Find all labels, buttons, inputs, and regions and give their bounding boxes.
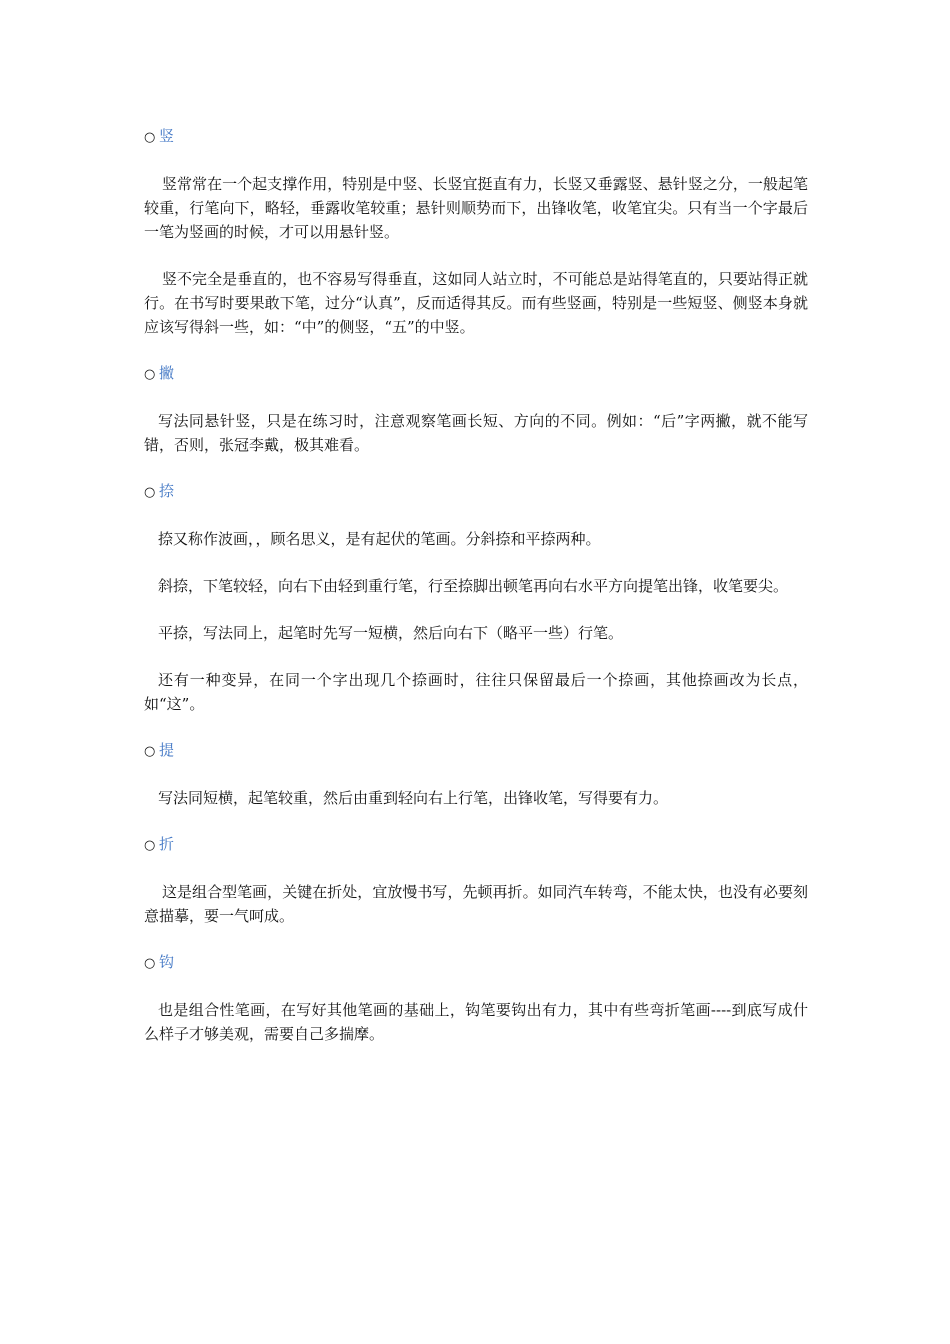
paragraph: 竖常常在一个起支撑作用，特别是中竖、长竖宜挺直有力，长竖又垂露竖、悬针竖之分，一般起笔较重，行笔向下，略轻，垂露收笔较重；悬针则顺势而下，出锋收笔，收笔宜尖。只有当一个字最后一笔为竖画的时候，才可以用悬针竖。 [144,175,808,241]
section-heading-text: 撇 [159,364,175,382]
paragraph: 竖不完全是垂直的，也不容易写得垂直，这如同人站立时，不可能总是站得笔直的，只要站得正就行。在书写时要果敢下笔，过分“认真”，反而适得其反。而有些竖画，特别是一些短竖、侧竖本身就应该写得斜一些，如：“中”的侧竖，“五”的中竖。 [144,270,808,336]
section-heading-text: 折 [159,835,175,853]
paragraph: 斜捺，下笔较轻，向右下由轻到重行笔，行至捺脚出顿笔再向右水平方向提笔出锋，收笔要尖。 [158,577,789,595]
paragraph: 写法同短横，起笔较重，然后由重到轻向右上行笔，出锋收笔，写得要有力。 [158,789,669,807]
section-heading-gou [144,950,808,974]
paragraph: 还有一种变异，在同一个字出现几个捺画时，往往只保留最后一个捺画，其他捺画改为长点，如“这”。 [144,671,808,713]
section-heading-na [144,479,808,503]
paragraph: 写法同悬针竖，只是在练习时，注意观察笔画长短、方向的不同。例如：“后”字两撇，就不能写错，否则，张冠李戴，极其难看。 [144,412,808,454]
bullet-circle-icon: ○ [144,130,156,145]
section-heading-pie [144,361,808,385]
section-heading-text: 竖 [159,127,175,145]
bullet-circle-icon: ○ [144,838,156,853]
bullet-circle-icon: ○ [144,367,156,382]
bullet-circle-icon: ○ [144,956,156,971]
paragraph: 平捺，写法同上，起笔时先写一短横，然后向右下（略平一些）行笔。 [158,624,624,642]
section-heading-text: 捺 [159,482,175,500]
paragraph: 这是组合型笔画，关键在折处，宜放慢书写，先顿再折。如同汽车转弯，不能太快，也没有必要刻意描摹，要一气呵成。 [144,883,808,925]
section-heading-text: 钩 [159,953,175,971]
paragraph: 捺又称作波画，，顾名思义，是有起伏的笔画。分斜捺和平捺两种。 [158,530,601,548]
section-heading-text: 提 [159,741,175,759]
paragraph: 也是组合性笔画，在写好其他笔画的基础上，钩笔要钩出有力，其中有些弯折笔画----到底写成什么样子才够美观，需要自己多揣摩。 [144,1001,808,1043]
document-body [144,124,808,1046]
section-heading-zhe [144,832,808,856]
bullet-circle-icon: ○ [144,485,156,500]
bullet-circle-icon: ○ [144,744,156,759]
section-heading-ti [144,738,808,762]
section-heading-shu [144,124,808,148]
